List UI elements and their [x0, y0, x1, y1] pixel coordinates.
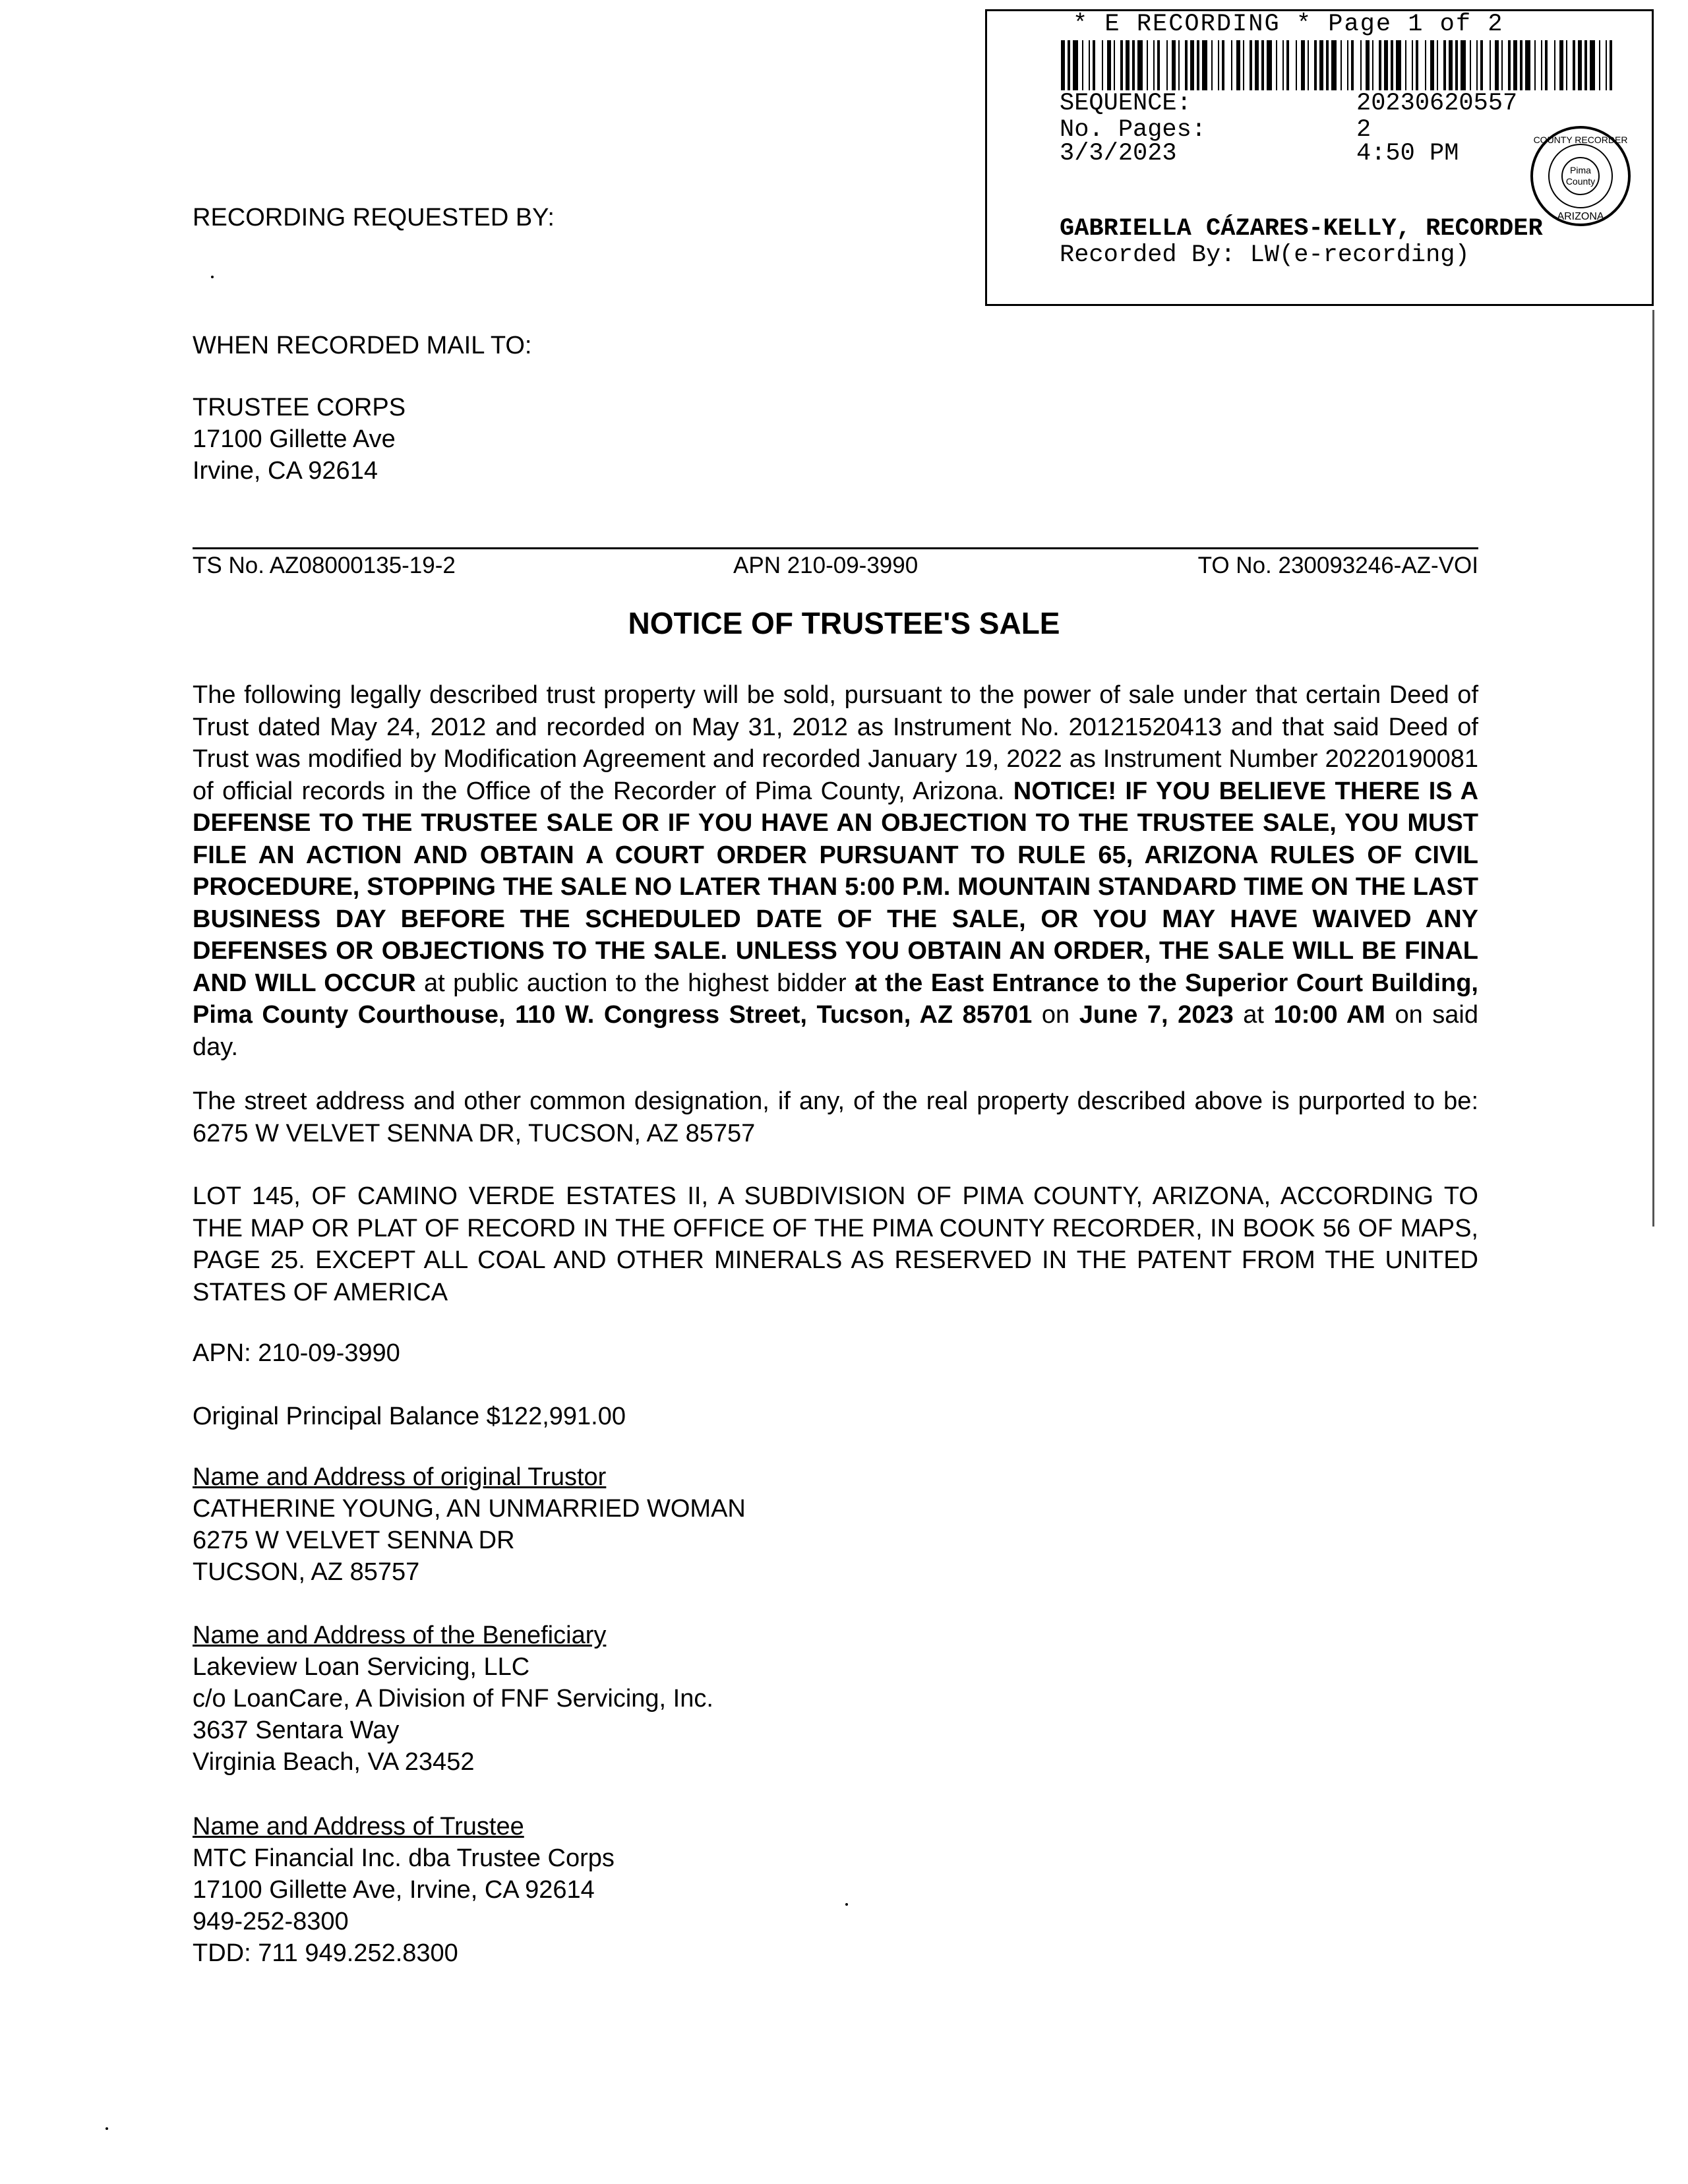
- sequence-label: SEQUENCE:: [1060, 90, 1191, 117]
- scan-speck: [845, 1903, 848, 1906]
- beneficiary-line: c/o LoanCare, A Division of FNF Servicing, Inc.: [193, 1685, 713, 1713]
- text-on: on: [1032, 1001, 1079, 1029]
- svg-text:COUNTY RECORDER: COUNTY RECORDER: [1533, 135, 1628, 145]
- ts-number: TS No. AZ08000135-19-2: [193, 553, 456, 578]
- legal-description-paragraph: LOT 145, OF CAMINO VERDE ESTATES II, A SUBDIVISION OF PIMA COUNTY, ARIZONA, ACCORDING TO THE MAP OR PLAT OF RECORD IN THE OFFICE OF THE PIMA COUNTY RECORDER, IN BOOK 56 OF MAPS, PAGE 25. EXCEPT ALL COAL AND OTHER MINERALS AS RESERVED IN THE PATENT FROM THE UNITED STATES OF AMERICA: [193, 1182, 1478, 1306]
- deed-of-trust-text: The following legally described trust property will be sold, pursuant to the power of sale under that certain Deed of Trust dated May 24, 2012 and recorded on May 31, 2012 as Instrument No. 20121520413 and that said Deed of Trust was modified by Modification Agreement and recorded January 19, 2022 as Instrument Number 20220190081 of official records in the Office of the Recorder of Pima County, Arizona.: [193, 681, 1478, 805]
- to-number: TO No. 230093246-AZ-VOI: [1197, 553, 1478, 578]
- recording-requested-by-label: RECORDING REQUESTED BY:: [193, 204, 555, 231]
- apn-line: APN: 210-09-3990: [193, 1339, 400, 1367]
- apn-ref: APN 210-09-3990: [733, 553, 919, 578]
- court-order-notice: NOTICE! IF YOU BELIEVE THERE IS A DEFENSE TO THE TRUSTEE SALE OR IF YOU HAVE AN OBJECTION TO THE TRUSTEE SALE, YOU MUST FILE AN ACTION AND OBTAIN A COURT ORDER PURSUANT TO RULE 65, ARIZONA RULES OF CIVIL PROCEDURE, STOPPING THE SALE NO LATER THAN 5:00 P.M. MOUNTAIN STANDARD TIME ON THE LAST BUSINESS DAY BEFORE THE SCHEDULED DATE OF THE SALE, OR YOU MAY HAVE WAIVED ANY DEFENSES OR OBJECTIONS TO THE SALE. UNLESS YOU OBTAIN AN ORDER, THE SALE WILL BE FINAL AND WILL OCCUR: [193, 777, 1479, 997]
- recording-time: 4:50 PM: [1356, 140, 1459, 167]
- pages-value: 2: [1356, 116, 1372, 144]
- text-tail: on said day.: [193, 1001, 1479, 1061]
- recording-date: 3/3/2023: [1060, 140, 1177, 167]
- beneficiary-heading: Name and Address of the Beneficiary: [193, 1622, 607, 1649]
- trustee-line: MTC Financial Inc. dba Trustee Corps: [193, 1844, 615, 1872]
- mail-to-city: Irvine, CA 92614: [193, 457, 378, 485]
- sale-notice-paragraph: [193, 679, 1478, 1063]
- page-title: NOTICE OF TRUSTEE'S SALE: [628, 606, 1060, 640]
- street-address-paragraph: The street address and other common designation, if any, of the real property described above is purported to be: 6275 W VELVET SENNA DR, TUCSON, AZ 85757: [193, 1087, 1478, 1147]
- text-at-time: at: [1233, 1001, 1274, 1029]
- svg-text:Pima: Pima: [1570, 165, 1591, 175]
- header-rule: [193, 547, 1478, 549]
- trustor-line: TUCSON, AZ 85757: [193, 1558, 420, 1586]
- svg-text:County: County: [1565, 176, 1596, 187]
- mail-to-name: TRUSTEE CORPS: [193, 394, 406, 421]
- pages-label: No. Pages:: [1060, 116, 1207, 144]
- recorded-by: Recorded By: LW(e-recording): [1060, 241, 1470, 269]
- trustee-heading: Name and Address of Trustee: [193, 1813, 524, 1840]
- mail-to-street: 17100 Gillette Ave: [193, 425, 396, 453]
- trustor-heading: Name and Address of original Trustor: [193, 1463, 607, 1491]
- barcode: [1061, 40, 1621, 90]
- scan-speck: [106, 2127, 108, 2130]
- beneficiary-line: Lakeview Loan Servicing, LLC: [193, 1653, 530, 1681]
- sequence-value: 20230620557: [1356, 90, 1518, 117]
- trustor-line: CATHERINE YOUNG, AN UNMARRIED WOMAN: [193, 1495, 746, 1523]
- scan-edge-line: [1652, 310, 1654, 1227]
- sale-location: at the East Entrance to the Superior Court Building, Pima County Courthouse, 110 W. Congress Street, Tucson, AZ 85701: [193, 969, 1478, 1029]
- county-recorder-seal: [1528, 123, 1633, 229]
- text-at: at public auction to the highest bidder: [415, 969, 855, 997]
- trustee-line: 17100 Gillette Ave, Irvine, CA 92614: [193, 1876, 595, 1904]
- mail-to-label: WHEN RECORDED MAIL TO:: [193, 332, 532, 359]
- recorder-name: GABRIELLA CÁZARES-KELLY, RECORDER: [1060, 215, 1543, 243]
- trustor-line: 6275 W VELVET SENNA DR: [193, 1527, 515, 1554]
- principal-balance: Original Principal Balance $122,991.00: [193, 1403, 626, 1430]
- beneficiary-line: Virginia Beach, VA 23452: [193, 1748, 475, 1776]
- beneficiary-line: 3637 Sentara Way: [193, 1716, 400, 1744]
- trustee-line: 949-252-8300: [193, 1908, 349, 1935]
- svg-text:ARIZONA: ARIZONA: [1557, 211, 1604, 222]
- scan-speck: [211, 276, 214, 278]
- trustee-line: TDD: 711 949.252.8300: [193, 1939, 458, 1967]
- stamp-header: * E RECORDING * Page 1 of 2: [1073, 11, 1504, 38]
- sale-time: 10:00 AM: [1273, 1001, 1385, 1029]
- sale-date: June 7, 2023: [1079, 1001, 1234, 1029]
- recorder-stamp: [985, 9, 1654, 306]
